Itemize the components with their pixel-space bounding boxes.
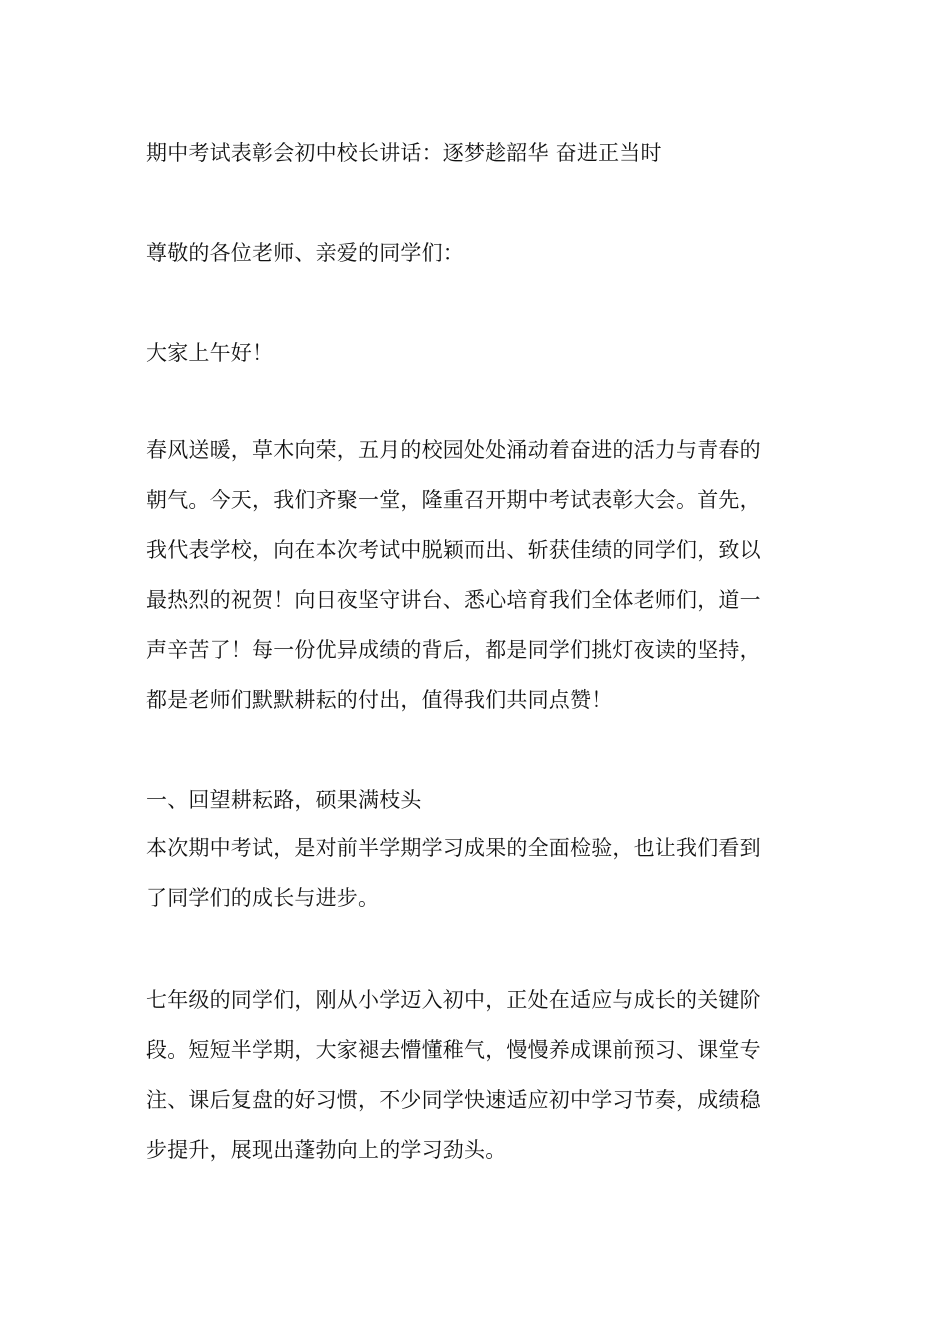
section-line: 了同学们的成长与进步。 [146,886,380,910]
salutation: 尊敬的各位老师、亲爱的同学们： [146,241,464,265]
intro-line: 我代表学校，向在本次考试中脱颖而出、斩获佳绩的同学们，致以 [146,538,761,562]
grade7-line: 段。短短半学期，大家褪去懵懂稚气，慢慢养成课前预习、课堂专 [146,1038,761,1062]
section-heading: 一、回望耕耘路，硕果满枝头 [146,788,422,812]
intro-line: 都是老师们默默耕耘的付出，值得我们共同点赞！ [146,688,613,712]
grade7-line: 注、课后复盘的好习惯，不少同学快速适应初中学习节奏，成绩稳 [146,1088,761,1112]
grade7-line: 七年级的同学们，刚从小学迈入初中，正处在适应与成长的关键阶 [146,988,761,1012]
document-title: 期中考试表彰会初中校长讲话：逐梦趁韶华 奋进正当时 [146,141,662,165]
intro-line: 朝气。今天，我们齐聚一堂，隆重召开期中考试表彰大会。首先， [146,488,761,512]
section-line: 本次期中考试，是对前半学期学习成果的全面检验，也让我们看到 [146,836,761,860]
intro-line: 最热烈的祝贺！向日夜坚守讲台、悉心培育我们全体老师们，道一 [146,588,761,612]
intro-line: 声辛苦了！每一份优异成绩的背后，都是同学们挑灯夜读的坚持， [146,638,761,662]
greeting: 大家上午好！ [146,341,274,365]
grade7-line: 步提升，展现出蓬勃向上的学习劲头。 [146,1138,507,1162]
intro-line: 春风送暖，草木向荣，五月的校园处处涌动着奋进的活力与青春的 [146,438,761,462]
